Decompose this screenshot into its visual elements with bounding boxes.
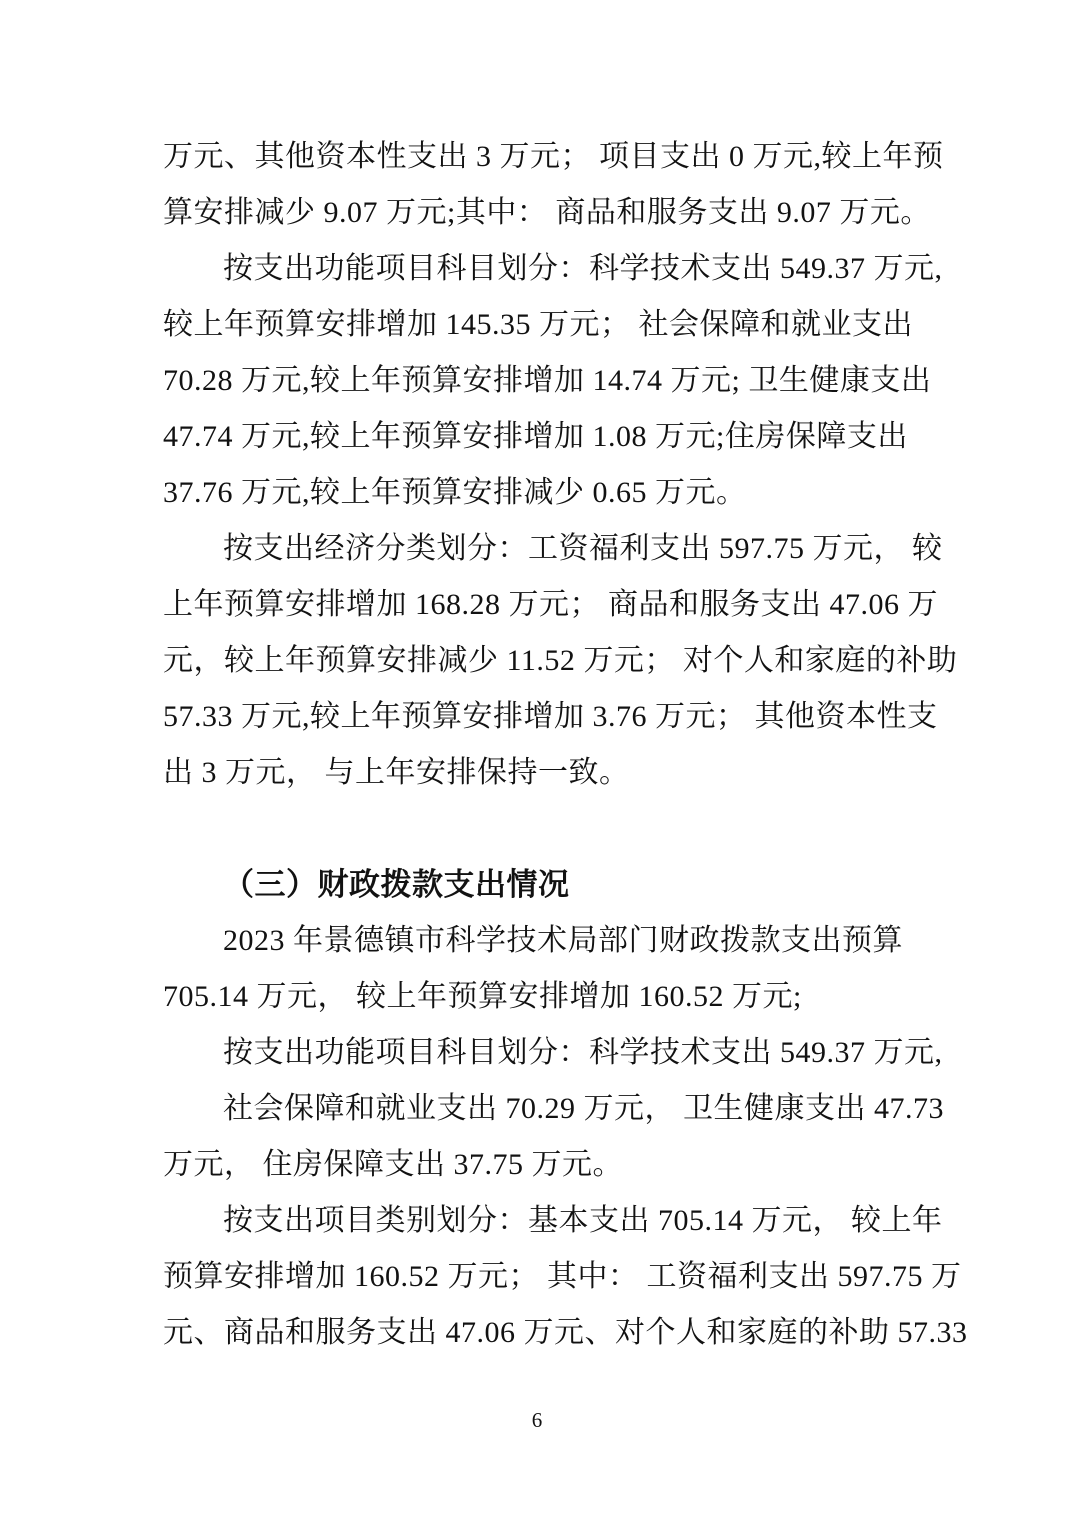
text-line: 元、商品和服务支出 47.06 万元、对个人和家庭的补助 57.33 [163,1316,968,1349]
text-line: 按支出项目类别划分：基本支出 705.14 万元， 较上年 [223,1204,943,1237]
text-line: 社会保障和就业支出 70.29 万元， 卫生健康支出 47.73 [223,1092,944,1125]
text-line: 出 3 万元， 与上年安排保持一致。 [163,756,630,789]
text-line: 37.76 万元,较上年预算安排减少 0.65 万元。 [163,476,747,509]
document-body [163,129,968,1361]
blank-line [163,801,919,857]
text-line: 预算安排增加 160.52 万元； 其中： 工资福利支出 597.75 万 [163,1260,962,1293]
text-line: 按支出功能项目科目划分：科学技术支出 549.37 万元, [223,1036,943,1069]
text-line: 47.74 万元,较上年预算安排增加 1.08 万元;住房保障支出 [163,420,908,453]
text-line: 按支出功能项目科目划分：科学技术支出 549.37 万元, [223,252,943,285]
text-line: 57.33 万元,较上年预算安排增加 3.76 万元； 其他资本性支 [163,700,938,733]
page-number: 6 [531,1408,543,1432]
text-line: 较上年预算安排增加 145.35 万元； 社会保障和就业支出 [163,308,913,341]
text-line: 按支出经济分类划分：工资福利支出 597.75 万元， 较 [223,532,943,565]
text-line: 上年预算安排增加 168.28 万元； 商品和服务支出 47.06 万 [163,588,938,621]
text-line: 2023 年景德镇市科学技术局部门财政拨款支出预算 [223,924,903,957]
text-line: 万元， 住房保障支出 37.75 万元。 [163,1148,623,1181]
text-line: 70.28 万元,较上年预算安排增加 14.74 万元; 卫生健康支出 [163,364,932,397]
text-line: 算安排减少 9.07 万元;其中： 商品和服务支出 9.07 万元。 [163,196,931,229]
text-line: 万元、其他资本性支出 3 万元； 项目支出 0 万元,较上年预 [163,140,944,173]
text-line: 元，较上年预算安排减少 11.52 万元； 对个人和家庭的补助 [163,644,958,677]
page-footer [0,1405,1074,1435]
section-heading: （三）财政拨款支出情况 [223,867,570,902]
text-line: 705.14 万元， 较上年预算安排增加 160.52 万元; [163,980,802,1013]
